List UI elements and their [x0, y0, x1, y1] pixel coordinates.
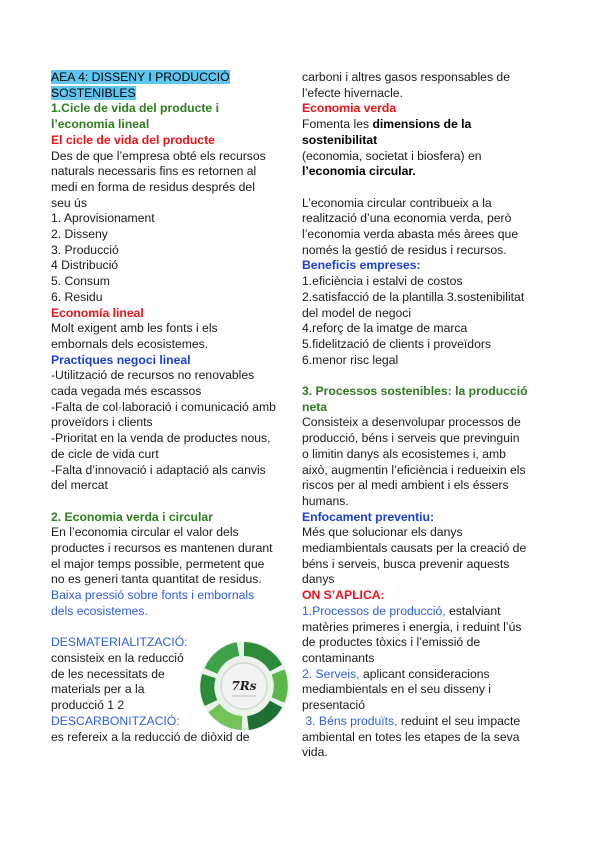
list-item: 1. Aprovisionament — [51, 211, 155, 226]
text-span: reduint el seu impacte — [397, 713, 521, 728]
cicle-heading: El cicle de vida del producte — [51, 132, 215, 147]
list-item: 2. Disseny — [51, 227, 108, 242]
text-line: vida. — [302, 745, 328, 760]
section-1-heading-line-2: l’economia lineal — [51, 117, 150, 132]
verda-text — [302, 117, 538, 180]
text-line: humans. — [302, 493, 349, 508]
doc-title — [51, 70, 287, 101]
list-item: 2.satisfacció de la plantilla 3.sostenibilitat — [302, 289, 525, 304]
beneficis-list — [302, 274, 538, 368]
title-line-2: SOSTENIBLES — [51, 85, 136, 100]
aplica-2-link: 2. Serveis, — [302, 666, 360, 681]
list-item: cada vegada més escassos — [51, 384, 202, 399]
list-item: 1.eficiència i estalvi de costos — [302, 274, 463, 289]
text-line: Des de que l’empresa obté els recursos — [51, 148, 266, 163]
list-item: 4 Distribució — [51, 258, 119, 273]
text-line: de productes tòxics i l’emissió de — [302, 635, 481, 650]
text-line: matèries primeres i energia, i reduint l’ús — [302, 619, 522, 634]
text-span: estalviant — [445, 603, 501, 618]
list-item: 6.menor risc legal — [302, 352, 399, 367]
text-line — [302, 667, 538, 683]
descarbonitzacio-heading: DESCARBONITZACIÓ: — [51, 713, 180, 728]
text-line: Més que solucionar els danys — [302, 525, 463, 540]
section-2-blue-note — [51, 588, 287, 619]
section-3-heading-line-2: neta — [302, 399, 328, 414]
aplica-3-link: 3. Béns produïts, — [302, 713, 398, 728]
lineal-text — [51, 321, 287, 352]
text-line: presentació — [302, 698, 366, 713]
cicle-text — [51, 149, 287, 212]
right-column — [302, 70, 538, 761]
text-line: seu ús — [51, 195, 87, 210]
list-item: del model de negoci — [302, 305, 412, 320]
text-line: productes i recursos es mantenen durant — [51, 541, 273, 556]
text-line: dels ecosistemes. — [51, 603, 148, 618]
text-line: carboni i altres gasos responsables de — [302, 70, 510, 84]
text-line — [302, 714, 538, 730]
list-item: proveïdors i clients — [51, 415, 153, 430]
text-line: el major temps possible, permetent que — [51, 556, 265, 571]
text-line: producció, béns i serveis que previnguin — [302, 431, 520, 446]
text-line: Molt exigent amb les fonts i els — [51, 321, 218, 336]
enfocament-text — [302, 525, 538, 588]
list-item: 5.fidelització de clients i proveïdors — [302, 336, 492, 351]
bold-span: dimensions de la sostenibilitat — [302, 117, 472, 147]
list-item: 5. Consum — [51, 274, 110, 289]
text-line: l’efecte hivernacle. — [302, 85, 403, 100]
section-1-heading-line-1: 1.Cicle de vida del producte i — [51, 101, 219, 116]
spacer — [302, 180, 538, 196]
practiques-list — [51, 368, 287, 494]
section-2-heading: 2. Economia verda i circular — [51, 509, 213, 524]
section-2-text — [51, 525, 287, 588]
list-item: de cicle de vida curt — [51, 446, 159, 461]
text-line: només la gestió de residus i recursos. — [302, 242, 507, 257]
text-line — [302, 117, 538, 148]
text-line: medi en forma de residus després del — [51, 179, 255, 194]
desmaterialitzacio-heading: DESMATERIALITZACIÓ: — [51, 635, 188, 650]
text-line: riscos per al medi ambient i els éssers — [302, 478, 509, 493]
text-line: L’economia circular contribueix a la — [302, 195, 492, 210]
aplica-heading: ON S’APLICA: — [302, 588, 385, 603]
text-line: Baixa pressió sobre fonts i embornals — [51, 588, 255, 603]
section-3-heading — [302, 384, 538, 415]
aplica-item-3 — [302, 714, 538, 761]
text-line: l’economia circular. — [302, 164, 416, 179]
text-line: mediambientals causats per la creació de — [302, 541, 527, 556]
text-line — [302, 604, 538, 620]
cicle-steps-list — [51, 211, 287, 305]
practiques-heading: Practiques negoci lineal — [51, 352, 191, 367]
aplica-item-2 — [302, 667, 538, 714]
text-span: aplicant consideracions — [359, 666, 490, 681]
beneficis-heading: Beneficis empreses: — [302, 258, 421, 273]
text-line: ambiental en totes les etapes de la seva — [302, 729, 520, 744]
descarbonitzacio-text: es refereix a la reducció de diòxid de — [51, 729, 250, 744]
wheel-label: 7Rs — [231, 679, 257, 693]
list-item: -Falta d’innovació i adaptació als canvis — [51, 462, 266, 477]
text-line: contaminants — [302, 650, 375, 665]
text-line: danys — [302, 572, 335, 587]
list-item: -Prioritat en la venda de productes nous, — [51, 431, 271, 446]
text-line: l’economia verda abasta més àrees que — [302, 227, 519, 242]
text-line: (economia, societat i biosfera) en — [302, 148, 482, 163]
list-item: del mercat — [51, 478, 108, 493]
aplica-item-1 — [302, 604, 538, 667]
text-line: materials per a la — [51, 682, 145, 697]
list-item: 3. Producció — [51, 242, 119, 257]
text-line: això, augmentin l’eficiència i redueixin els — [302, 462, 526, 477]
section-3-heading-line-1: 3. Processos sostenibles: la producció — [302, 384, 528, 399]
enfocament-heading: Enfocament preventiu: — [302, 509, 435, 524]
spacer — [51, 494, 287, 510]
text-line: o limitin danys als ecosistemes i, amb — [302, 446, 506, 461]
text-line: mediambientals en el seu disseny i — [302, 682, 492, 697]
text-line: consisteix en la reducció — [51, 650, 184, 665]
spacer — [51, 620, 287, 636]
text-line: béns i serveis, busca prevenir aquests — [302, 556, 510, 571]
title-line-1: AEA 4: DISSENY I PRODUCCIÓ — [51, 70, 230, 84]
text-line: embornals dels ecosistemes. — [51, 336, 209, 351]
text-line: producció 1 2 — [51, 698, 125, 713]
section-3-text — [302, 415, 538, 509]
seven-rs-wheel-image — [198, 640, 290, 732]
list-item: 6. Residu — [51, 289, 103, 304]
list-item: -Falta de col·laboració i comunicació amb — [51, 399, 276, 414]
aplica-1-link: 1.Processos de producció, — [302, 603, 446, 618]
text-line: realització d’una economia verda, però — [302, 211, 512, 226]
text-line: de les necessitats de — [51, 666, 165, 681]
text-line: no es generi tanta quantitat de residus. — [51, 572, 262, 587]
text-line: Consisteix a desenvolupar processos de — [302, 415, 521, 430]
section-1-heading — [51, 101, 287, 132]
circular-text — [302, 196, 538, 259]
lineal-heading: Economía lineal — [51, 305, 144, 320]
text-span: Fomenta les — [302, 117, 373, 132]
verda-heading: Economia verda — [302, 101, 397, 116]
text-line: En l’economia circular el valor dels — [51, 525, 239, 540]
list-item: -Utilització de recursos no renovables — [51, 368, 255, 383]
text-line: naturals necessaris fins es retornen al — [51, 164, 257, 179]
continued-text — [302, 70, 538, 101]
list-item: 4.reforç de la imatge de marca — [302, 321, 468, 336]
spacer — [302, 368, 538, 384]
